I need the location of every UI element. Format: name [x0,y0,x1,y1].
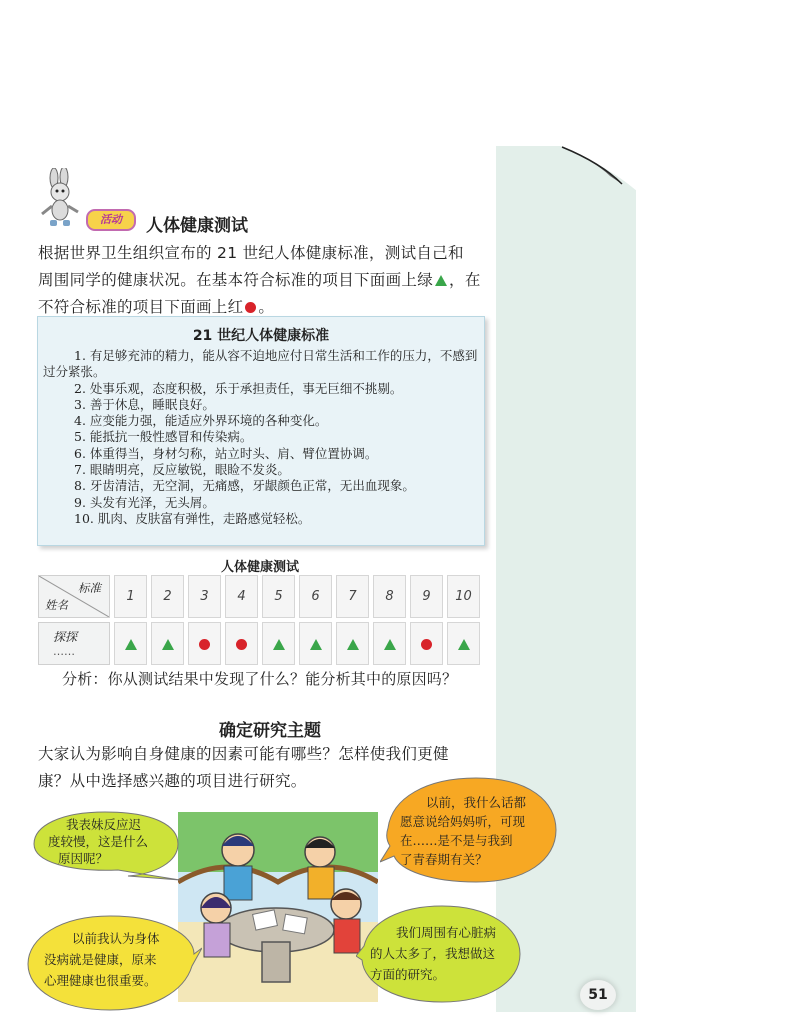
intro-paragraph [38,240,490,321]
standard-item: 5. 能抵抗一般性感冒和传染病。 [74,429,253,445]
green-triangle-icon [310,639,322,650]
standard-item: 9. 头发有光泽，无头屑。 [74,494,215,510]
table-row [38,622,480,665]
bubble-line: 原因呢？ [58,851,109,866]
green-triangle-icon [273,639,285,650]
red-dot-icon [421,639,432,650]
bubble-line: 没病就是健康，原来 [44,952,157,967]
students-discussion-illustration [178,812,378,1002]
activity-badge: 活动 [86,209,136,231]
standard-item: 4. 应变能力强，能适应外界环境的各种变化。 [74,413,328,429]
standard-item: 6. 体重得当，身材匀称，站立时头、肩、臂位置协调。 [74,445,378,461]
topic-title: 确定研究主题 [219,721,321,741]
column-number: 9 [410,575,443,618]
standards-title: 21 世纪人体健康标准 [192,328,330,344]
student-name: 探探 [53,630,78,644]
mark-cell [336,622,369,665]
green-triangle-icon [347,639,359,650]
green-triangle-icon [125,639,137,650]
standards-list [43,348,479,527]
mark-cell [447,622,480,665]
speech-bubble [24,914,202,1012]
table-title: 人体健康测试 [220,560,299,575]
bubble-line: 了青春期有关？ [400,852,488,867]
green-triangle-icon [458,639,470,650]
bubble-line: 我们周围有心脏病 [396,925,497,940]
table-header-row [38,575,480,618]
intro-line: 根据世界卫生组织宣布的 21 世纪人体健康标准，测试自己和 [38,244,464,262]
green-triangle-icon [435,275,447,286]
analysis-question: 分析：你从测试结果中发现了什么？能分析其中的原因吗？ [62,670,458,688]
mark-cell [188,622,221,665]
intro-line: 不符合标准的项目下面画上红 。 [38,298,275,316]
column-number: 6 [299,575,332,618]
bubble-line: 度较慢，这是什么 [48,834,149,849]
speech-bubble [30,810,180,882]
red-dot-icon [245,302,256,313]
standard-item: 2. 处事乐观，态度积极，乐于承担责任，事无巨细不挑剔。 [74,380,403,396]
red-dot-icon [199,639,210,650]
bubble-line: 以前我认为身体 [72,931,160,946]
bubble-line: 以前，我什么话都 [426,795,527,810]
mark-cell [299,622,332,665]
bubble-line: 方面的研究。 [370,967,446,982]
green-triangle-icon [162,639,174,650]
topic-line: 大家认为影响自身健康的因素可能有哪些？怎样使我们更健 [38,745,449,763]
corner-name-label: 姓名 [45,598,68,612]
more-names: …… [53,645,75,658]
standard-item: 1. 有足够充沛的精力，能从容不迫地应付日常生活和工作的压力，不感到过分紧张。 [43,348,478,380]
table-corner-cell [38,575,110,618]
column-number: 5 [262,575,295,618]
intro-line: 周围同学的健康状况。在基本符合标准的项目下面画上绿 ，在 [38,271,481,289]
bubble-line: 我表妹反应迟 [66,817,142,832]
standard-item: 7. 眼睛明亮，反应敏锐，眼睑不发炎。 [74,462,290,478]
column-number: 1 [114,575,147,618]
speech-bubble [356,904,524,1004]
standard-item: 10. 肌肉、皮肤富有弹性，走路感觉轻松。 [74,510,311,526]
rabbit-mascot-icon [34,168,92,230]
mark-cell [151,622,184,665]
bubble-line: 心理健康也很重要。 [44,973,157,988]
column-number: 3 [188,575,221,618]
topic-line: 康？从中选择感兴趣的项目进行研究。 [38,772,307,790]
standard-item: 8. 牙齿清洁，无空洞，无痛感，牙龈颜色正常，无出血现象。 [74,478,415,494]
bubble-line: 愿意说给妈妈听，可现 [400,814,526,829]
mark-cell [262,622,295,665]
mark-cell [410,622,443,665]
health-test-table [34,571,484,669]
mark-cell [225,622,258,665]
column-number: 2 [151,575,184,618]
column-number: 10 [447,575,480,618]
column-number: 4 [225,575,258,618]
mark-cell [373,622,406,665]
green-triangle-icon [384,639,396,650]
corner-standard-label: 标准 [78,581,101,595]
column-number: 7 [336,575,369,618]
bubble-line: 的人太多了，我想做这 [370,946,496,961]
name-cell [38,622,110,665]
bubble-line: 在……是不是与我到 [400,833,513,848]
column-number: 8 [373,575,406,618]
mark-cell [114,622,147,665]
activity-title: 人体健康测试 [146,216,248,236]
page-number: 51 [580,980,616,1010]
standards-box [37,316,485,546]
red-dot-icon [236,639,247,650]
page-curl-icon [560,146,638,192]
standard-item: 3. 善于休息，睡眠良好。 [74,396,215,412]
speech-bubble [380,776,558,886]
